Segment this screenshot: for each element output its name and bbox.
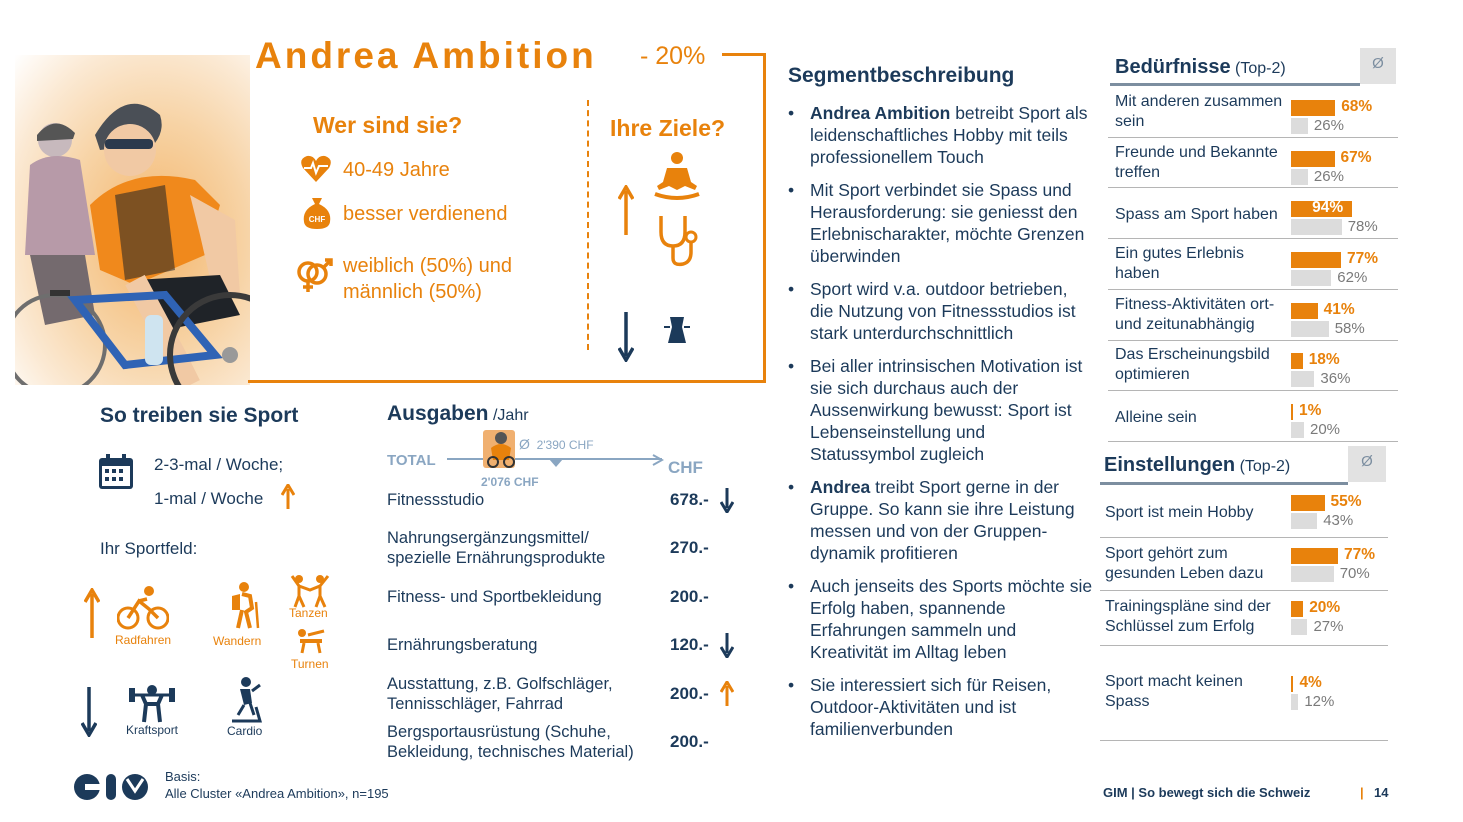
average-value: 20% — [1310, 421, 1341, 438]
average-value: 78% — [1347, 218, 1378, 235]
page-separator: | — [1360, 785, 1364, 800]
expense-value: 200.- — [670, 587, 709, 606]
segment-bar — [1291, 303, 1318, 319]
average-bar — [1291, 270, 1331, 286]
needs-avg-header: Ø — [1360, 48, 1396, 84]
hiking-icon — [226, 582, 262, 635]
average-value: 36% — [1320, 370, 1351, 387]
average-value: 12% — [1304, 693, 1335, 710]
bar-label: Sport gehört zum gesunden Leben dazu — [1105, 545, 1264, 582]
trend-up-icon — [720, 681, 734, 712]
persona-avatar-icon — [483, 430, 515, 468]
segment-bar — [1291, 151, 1335, 167]
segment-bullet — [788, 355, 1093, 465]
expense-label: Fitness- und Sportbekleidung — [387, 588, 602, 606]
avg-marker-icon — [549, 454, 563, 472]
frequency-1: 2-3-mal / Woche; — [154, 455, 284, 474]
average-bar — [1291, 371, 1314, 387]
strength-icon — [128, 680, 176, 729]
average-bar — [1291, 169, 1308, 185]
row-separator — [1108, 187, 1398, 188]
gim-logo — [73, 773, 153, 806]
expense-value: 270.- — [670, 538, 709, 557]
meditation-icon — [651, 150, 703, 207]
segment-bar — [1291, 353, 1303, 369]
bar-label: Fitness-Aktivitäten ort- und zeitunabhängig — [1115, 296, 1275, 333]
expense-value: 200.- — [670, 684, 709, 703]
average-value: 62% — [1337, 269, 1368, 286]
average-bar — [1291, 219, 1342, 235]
row-separator — [1108, 441, 1398, 442]
row-separator — [1108, 238, 1398, 239]
row-separator — [1100, 740, 1388, 741]
segment-bullets — [788, 102, 1093, 751]
average-bar — [1291, 422, 1304, 438]
attitudes-avg-header: Ø — [1348, 446, 1386, 482]
bar-label: Sport ist mein Hobby — [1105, 504, 1254, 521]
expense-label: Ausstattung, z.B. Golfschläger, Tennisschläger, Fahrrad — [387, 675, 613, 713]
needs-underline — [1110, 83, 1360, 86]
segment-bullet — [788, 476, 1093, 564]
expenses-total-label: TOTAL — [387, 452, 436, 469]
expense-value: 200.- — [670, 732, 709, 751]
segment-bullet — [788, 575, 1093, 663]
who-title: Wer sind sie? — [313, 112, 463, 138]
segment-bar — [1291, 676, 1293, 692]
segment-value: 18% — [1308, 351, 1340, 368]
row-separator — [1100, 645, 1388, 646]
segment-bullet — [788, 102, 1093, 168]
average-value: 26% — [1313, 168, 1344, 185]
cyclists-illustration — [15, 55, 250, 385]
gender-text: weiblich (50%) und männlich (50%) — [343, 255, 512, 303]
expense-label: Ernährungsberatung — [387, 636, 538, 654]
frequency-2: 1-mal / Woche — [154, 489, 264, 508]
needs-title: Bedürfnisse — [1115, 56, 1231, 78]
income-text: besser verdienend — [343, 203, 508, 225]
frame-top-line — [722, 53, 766, 56]
expense-label: Nahrungsergänzungsmittel/ spezielle Ernährungsprodukte — [387, 529, 606, 567]
basis-label: Basis: — [165, 769, 201, 784]
bar-label: Das Erscheinungsbild optimieren — [1115, 346, 1270, 383]
goals-title: Ihre Ziele? — [610, 115, 726, 141]
scale-arrow-icon — [652, 453, 664, 471]
row-separator — [1108, 289, 1398, 290]
average-bar — [1291, 513, 1317, 529]
segment-bullet-text: Sport wird v.a. outdoor betrieben, die Nutzung von Fitnessstudios ist stark unterdurchschnittlich — [810, 279, 1076, 343]
segment-bar — [1291, 548, 1338, 564]
segment-bullet-text: betreibt Sport als leidenschaftliches Hobby mit teils professionellem Touch — [810, 103, 1088, 167]
stethoscope-icon — [655, 212, 699, 273]
title-dash: - — [640, 42, 649, 70]
segment-bullet-text: Bei aller intrinsischen Motivation ist sie sich durchaus auch der Aussenwirkung bewusst: Sport ist Lebenseinstellung und Statussymbol zugleich — [810, 356, 1083, 464]
attitudes-header — [1104, 454, 1290, 477]
average-value: 26% — [1313, 117, 1344, 134]
money-bag-icon — [302, 196, 332, 230]
chf-icon-text: CHF — [308, 215, 326, 224]
bar-label: Trainingspläne sind der Schlüssel zum Erfolg — [1105, 598, 1271, 635]
needs-header — [1115, 56, 1286, 79]
segment-value: 77% — [1343, 546, 1375, 563]
attitudes-subtitle: (Top-2) — [1239, 458, 1291, 475]
frequency-up-icon — [281, 484, 295, 515]
strength-label: Kraftsport — [126, 723, 179, 737]
segment-value: 41% — [1323, 301, 1355, 318]
average-bar — [1291, 566, 1334, 582]
calendar-icon — [98, 453, 134, 496]
hiking-label: Wandern — [213, 634, 262, 648]
expenses-unit: /Jahr — [492, 407, 529, 424]
segment-value: 68% — [1341, 98, 1373, 115]
cardio-icon — [228, 677, 264, 728]
average-value: 27% — [1313, 618, 1344, 635]
segment-bar — [1291, 495, 1325, 511]
segment-value: 4% — [1299, 674, 1322, 691]
segment-bullet-bold: Andrea Ambition — [810, 103, 951, 123]
row-separator — [1100, 590, 1388, 591]
who-goals-divider — [587, 100, 589, 350]
bar-label: Ein gutes Erlebnis haben — [1115, 245, 1244, 282]
average-bar — [1291, 619, 1307, 635]
segment-bullet-text: Sie interessiert sich für Reisen, Outdoor-Aktivitäten und ist familienverbunden — [810, 675, 1052, 739]
trend-down-icon — [720, 487, 734, 518]
segment-value: 94% — [1312, 199, 1344, 216]
heartbeat-icon — [300, 154, 332, 189]
bar-label: Sport macht keinen Spass — [1105, 673, 1243, 710]
gymnastics-icon — [294, 627, 328, 660]
arrow-down-icon — [618, 310, 634, 367]
sportfield-up-icon — [84, 588, 100, 645]
average-bar — [1291, 321, 1329, 337]
sportfield-down-icon — [81, 685, 97, 742]
segment-bullet — [788, 179, 1093, 267]
average-bar — [1291, 694, 1298, 710]
segment-bar — [1291, 404, 1293, 420]
segment-title: Segmentbeschreibung — [788, 64, 1015, 87]
row-separator — [1108, 340, 1398, 341]
sportfield-title: Ihr Sportfeld: — [100, 539, 198, 558]
segment-bullet-text: Mit Sport verbindet sie Spass und Herausforderung: sie geniesst den Erlebnischarakter, möchte Grenzen überwinden — [810, 180, 1085, 266]
segment-bullet-text: treibt Sport gerne in der Gruppe. So kann sie ihre Leistung messen und von der Gruppen-dynamik profitieren — [810, 477, 1075, 563]
bar-label: Mit anderen zusammen sein — [1115, 93, 1283, 130]
trend-down-icon — [720, 632, 734, 663]
row-separator — [1108, 137, 1398, 138]
segment-bullet-text: Auch jenseits des Sports möchte sie Erfolg haben, spannende Erfahrungen sammeln und Kreativität im Alltag leben — [810, 576, 1093, 662]
row-separator — [1100, 537, 1388, 538]
attitudes-underline — [1100, 482, 1348, 485]
avg-total-value: 2'390 CHF — [536, 438, 594, 452]
segment-bar — [1291, 252, 1341, 268]
dance-label: Tanzen — [289, 606, 328, 620]
sport-title: So treiben sie Sport — [100, 404, 299, 427]
average-value: 58% — [1334, 320, 1365, 337]
basis-text: Alle Cluster «Andrea Ambition», n=195 — [165, 786, 389, 801]
bar-label: Spass am Sport haben — [1115, 206, 1278, 223]
segment-bar — [1291, 100, 1335, 116]
attitudes-title: Einstellungen — [1104, 454, 1236, 476]
segment-value: 1% — [1299, 402, 1322, 419]
expenses-title: Ausgaben — [387, 402, 489, 425]
segment-bullet-bold: Andrea — [810, 477, 871, 497]
cycling-label: Radfahren — [115, 633, 172, 647]
segment-total: 2'076 CHF — [481, 475, 539, 489]
persona-percent: 20% — [655, 42, 706, 70]
expenses-header — [387, 402, 529, 426]
footer-brand: GIM | So bewegt sich die Schweiz — [1103, 785, 1311, 800]
bar-label: Alleine sein — [1115, 409, 1197, 426]
expense-value: 120.- — [670, 635, 709, 654]
bar-label: Freunde und Bekannte treffen — [1115, 144, 1278, 181]
segment-value: 20% — [1309, 599, 1341, 616]
persona-share — [640, 42, 705, 71]
persona-name: Andrea Ambition — [255, 35, 597, 76]
segment-bar — [1291, 601, 1303, 617]
average-bar — [1291, 118, 1308, 134]
average-value: 70% — [1339, 565, 1370, 582]
gender-icon — [294, 256, 334, 301]
average-value: 43% — [1323, 512, 1354, 529]
row-separator — [1108, 390, 1398, 391]
age-text: 40-49 Jahre — [343, 159, 450, 181]
segment-bullet — [788, 278, 1093, 344]
cardio-label: Cardio — [227, 724, 263, 738]
avg-total — [519, 436, 594, 452]
segment-bullet — [788, 674, 1093, 740]
avg-symbol: Ø — [519, 436, 530, 452]
segment-value: 55% — [1330, 493, 1362, 510]
body-shape-icon — [662, 315, 692, 350]
arrow-up-icon — [618, 185, 634, 242]
needs-subtitle: (Top-2) — [1235, 60, 1286, 77]
segment-value: 77% — [1347, 250, 1379, 267]
segment-value: 67% — [1340, 149, 1372, 166]
expense-label: Fitnessstudio — [387, 491, 485, 509]
expense-label: Bergsportausrüstung (Schuhe, Bekleidung, technisches Material) — [387, 723, 634, 761]
gymnastics-label: Turnen — [291, 657, 329, 671]
currency-header: CHF — [668, 458, 703, 477]
cycling-icon — [117, 585, 169, 636]
expense-value: 678.- — [670, 490, 709, 509]
page-number: 14 — [1374, 785, 1389, 800]
